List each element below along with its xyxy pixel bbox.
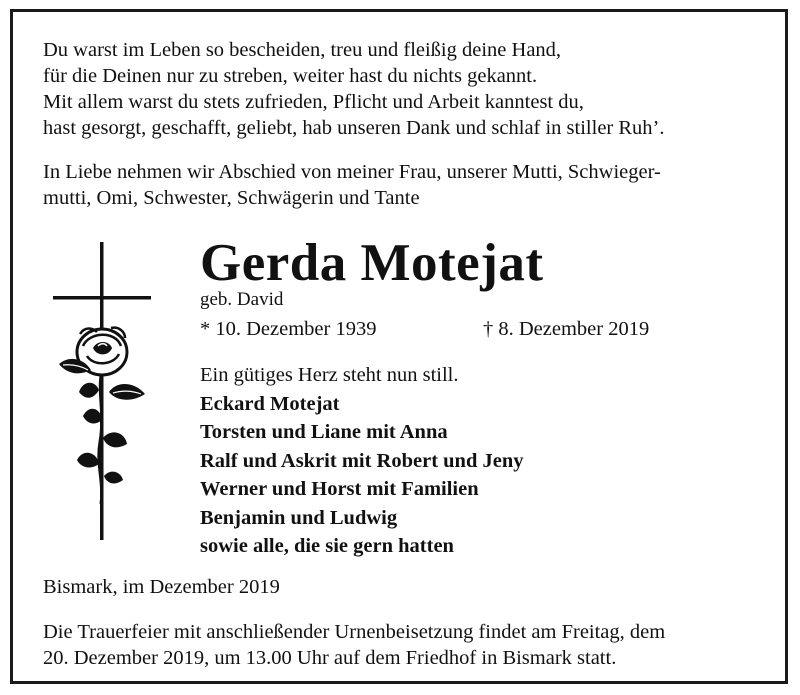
death-date: † 8. Dezember 2019	[483, 318, 650, 340]
mourner-line: Torsten und Liane mit Anna	[200, 421, 448, 443]
poem-line-2: für die Deinen nur zu streben, weiter hast du nichts gekannt.	[43, 65, 538, 87]
birth-name: geb. David	[200, 289, 284, 310]
obituary-frame	[10, 9, 788, 684]
mourners-list	[200, 361, 524, 561]
poem-line-1: Du warst im Leben so bescheiden, treu und fleißig deine Hand,	[43, 39, 562, 61]
deceased-name: Gerda Motejat	[200, 234, 544, 292]
quote: Ein gütiges Herz steht nun still.	[200, 364, 459, 386]
cross-horizontal-bar	[53, 296, 151, 300]
mourner-line: Ralf und Askrit mit Robert und Jeny	[200, 449, 524, 472]
funeral-line-1: Die Trauerfeier mit anschließender Urnenbeisetzung findet am Freitag, dem	[43, 621, 666, 643]
funeral-line-2: 20. Dezember 2019, um 13.00 Uhr auf dem Friedhof in Bismark statt.	[43, 647, 617, 669]
place-date: Bismark, im Dezember 2019	[43, 576, 280, 598]
intro-line-1: In Liebe nehmen wir Abschied von meiner Frau, unserer Mutti, Schwieger-	[43, 161, 661, 183]
intro-line-2: mutti, Omi, Schwester, Schwägerin und Tante	[43, 187, 420, 209]
poem-line-3: Mit allem warst du stets zufrieden, Pflicht und Arbeit kanntest du,	[43, 91, 584, 113]
mourner-line: sowie alle, die sie gern hatten	[200, 535, 454, 557]
mourner-line: Werner und Horst mit Familien	[200, 478, 479, 500]
cross-rose-icon	[53, 242, 153, 542]
birth-date: * 10. Dezember 1939	[200, 318, 377, 340]
mourner-line: Benjamin und Ludwig	[200, 506, 398, 529]
mourner-line: Eckard Motejat	[200, 392, 340, 415]
poem-line-4: hast gesorgt, geschafft, geliebt, hab unseren Dank und schlaf in stiller Ruh’.	[43, 117, 665, 139]
